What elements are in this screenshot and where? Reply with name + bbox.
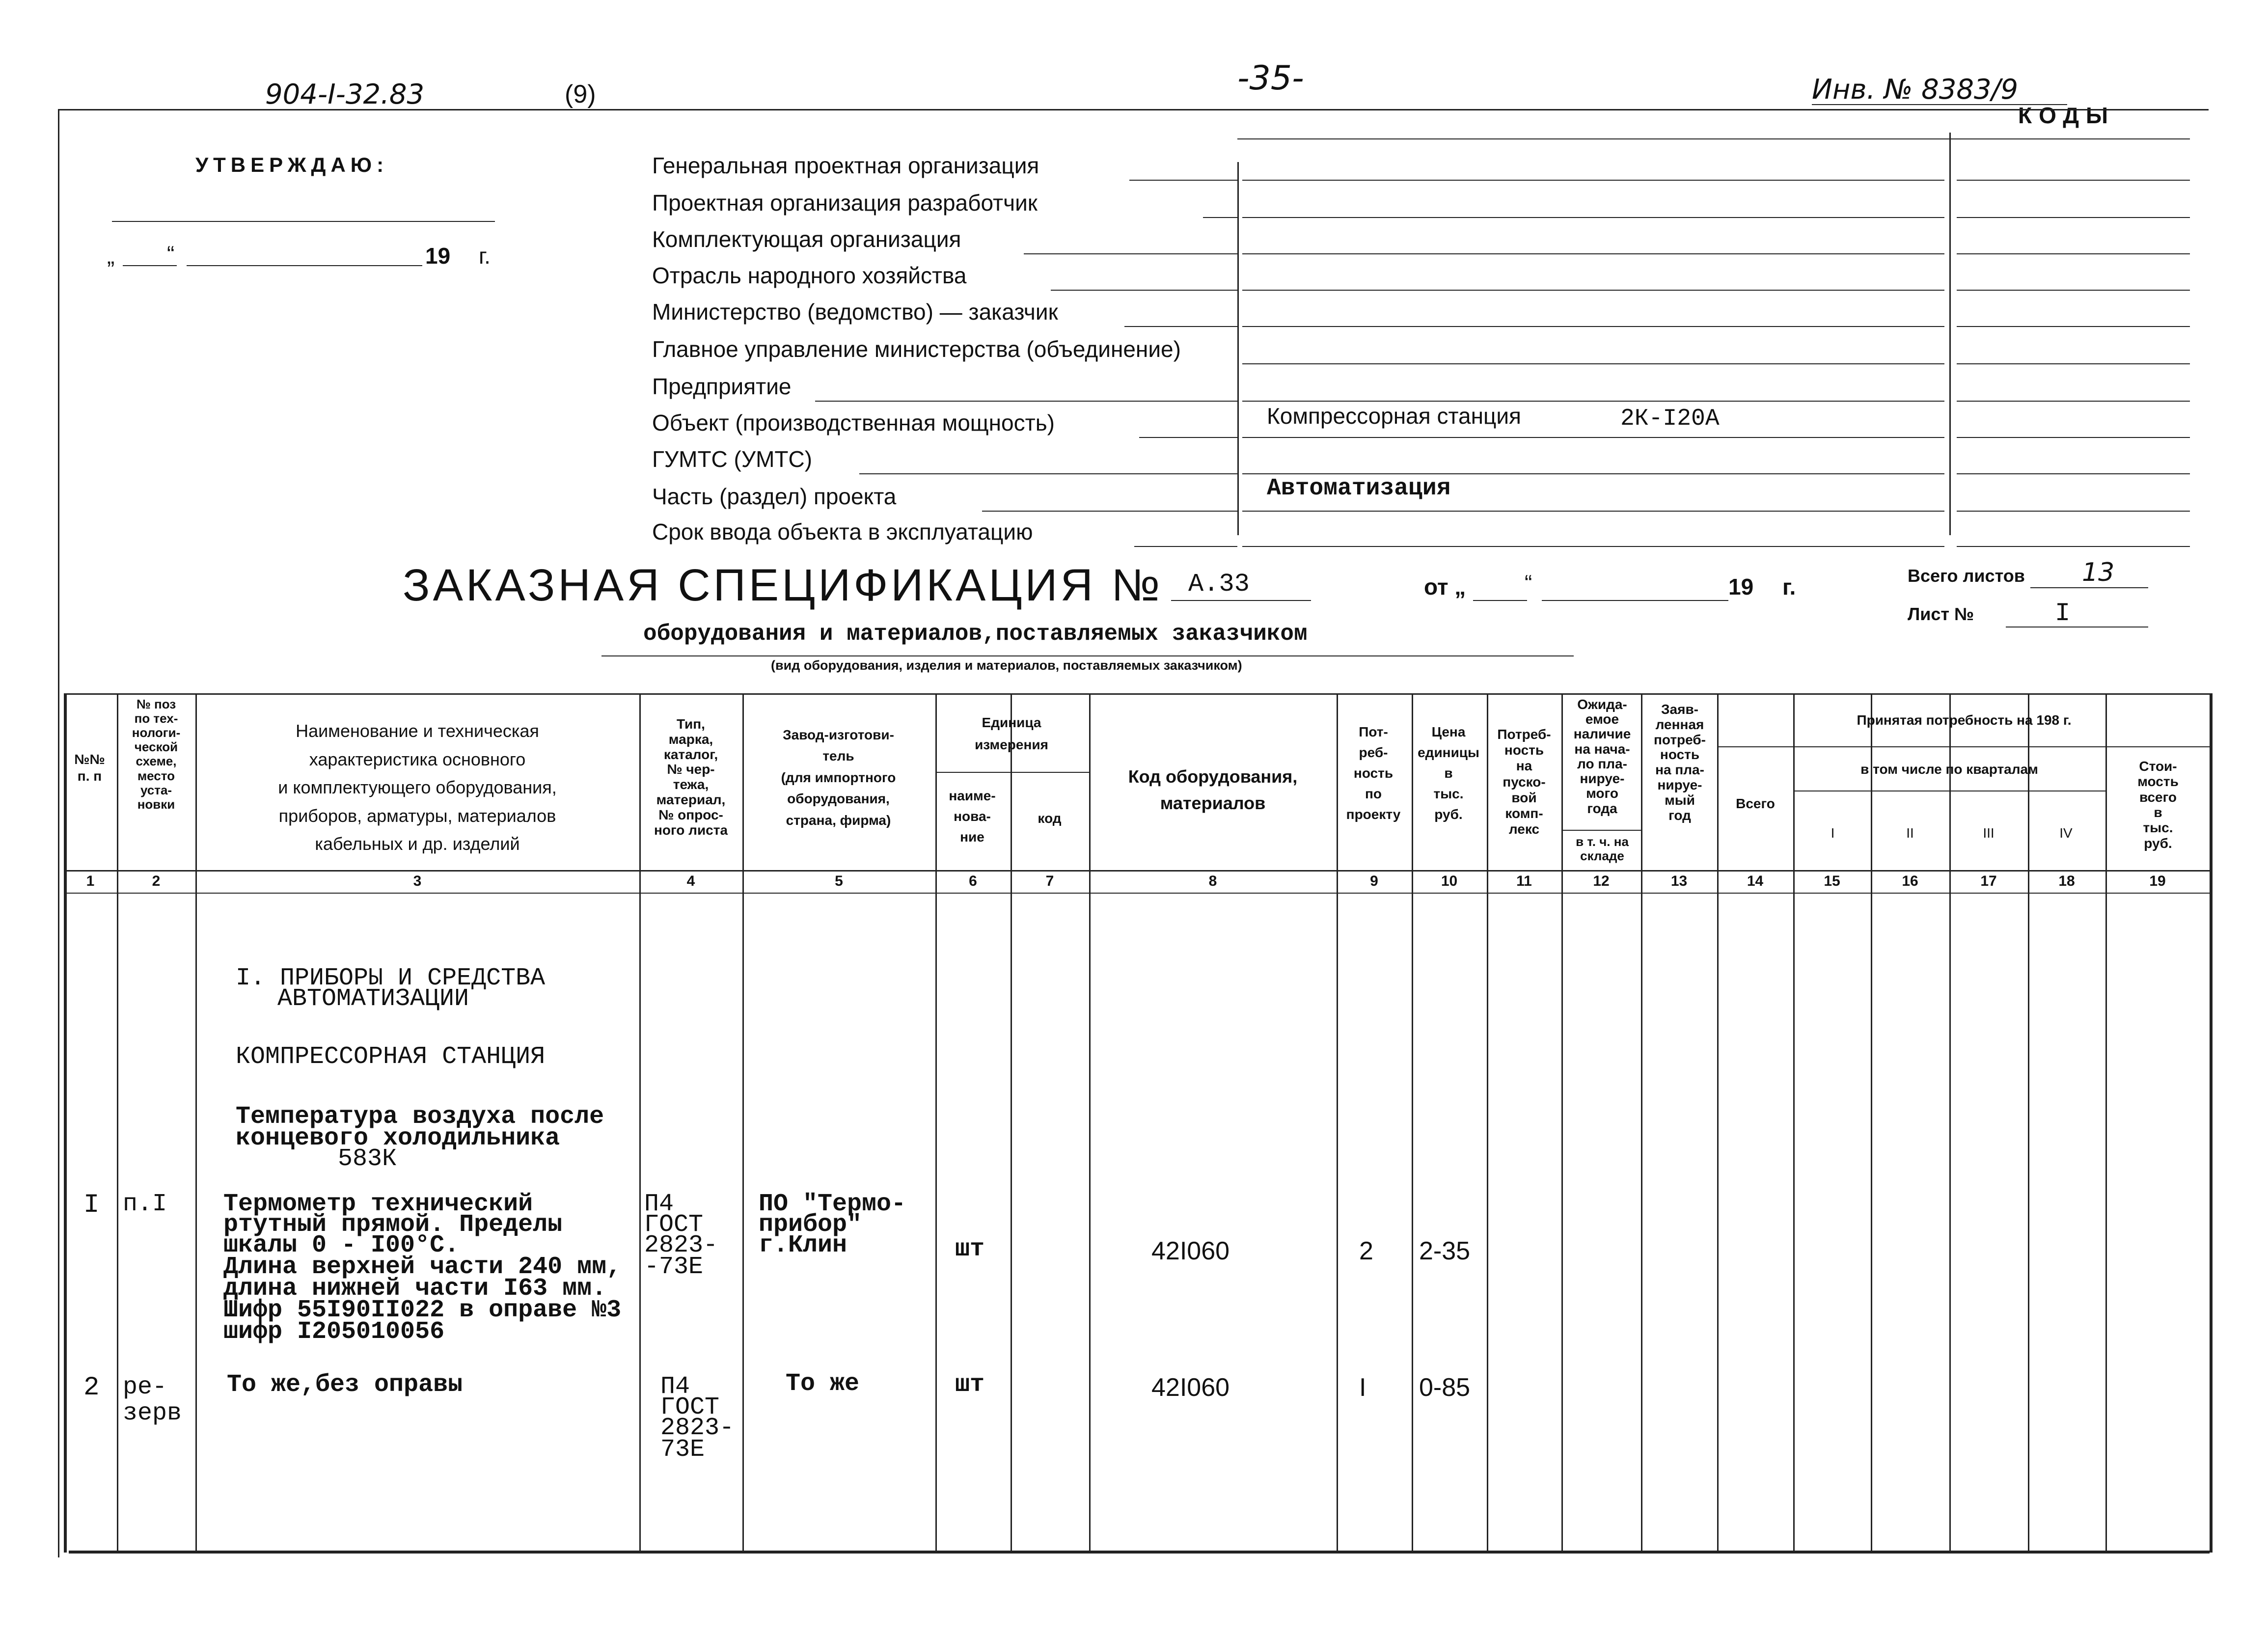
column-number: 17 xyxy=(1980,873,1997,889)
accepted-split-line xyxy=(1717,746,2210,747)
spec-g: г. xyxy=(1782,574,1796,600)
codes-divider-2 xyxy=(1949,133,1951,535)
param-line-3: 583К xyxy=(338,1145,397,1173)
doc-code: 904-I-32.83 xyxy=(265,79,425,110)
code-value-line xyxy=(1957,253,2190,254)
code-value-line xyxy=(1957,401,2190,402)
object-code: 2К-I20А xyxy=(1620,406,1720,432)
spec-from: от „ xyxy=(1424,574,1466,600)
table-numbers-bottom xyxy=(64,893,2210,894)
row-desc: длина нижней части I63 мм. xyxy=(223,1275,607,1303)
code-field-line xyxy=(1242,363,1944,364)
row-type: ГОСТ xyxy=(660,1393,720,1421)
page-number: -35- xyxy=(1237,59,1304,98)
header-q4: IV xyxy=(2059,825,2073,841)
station-title: КОМПРЕССОРНАЯ СТАНЦИЯ xyxy=(236,1043,546,1071)
row-unit: шт xyxy=(955,1371,985,1399)
header-c9: Пот- реб- ность по проекту xyxy=(1346,724,1401,822)
approve-quote-close: “ xyxy=(167,241,175,267)
code-value-line xyxy=(1957,180,2190,181)
row-desc: Шифр 55I90II022 в оправе №3 xyxy=(223,1296,622,1324)
org-field-line xyxy=(1129,180,1237,181)
frame-left xyxy=(58,109,59,1557)
code-field-line xyxy=(1242,511,1944,512)
header-c1: №№ п. п xyxy=(74,752,105,784)
header-q1: I xyxy=(1831,825,1835,841)
org-field-line xyxy=(1051,290,1237,291)
row-desc: То же,без оправы xyxy=(227,1371,463,1399)
code-field-line xyxy=(1242,253,1944,254)
column-number: 13 xyxy=(1670,873,1688,889)
total-sheets-line xyxy=(2030,587,2148,588)
frame-top xyxy=(58,109,2209,110)
org-field-label: Комплектующая организация xyxy=(652,226,961,252)
table-column-line xyxy=(2028,693,2029,1553)
stock-split-line xyxy=(1561,830,1641,831)
row-maker: г.Клин xyxy=(759,1231,847,1259)
table-column-line xyxy=(2210,693,2213,1553)
org-field-line xyxy=(815,401,1237,402)
spec-quote-close: “ xyxy=(1525,570,1532,596)
code-field-line xyxy=(1242,401,1944,402)
code-value-line xyxy=(1957,290,2190,291)
column-number: 12 xyxy=(1593,873,1610,889)
header-q3: III xyxy=(1983,825,1995,841)
table-column-line xyxy=(64,693,67,1553)
spec-subtitle: оборудования и материалов,поставляемых заказчиком xyxy=(643,621,1308,647)
header-c14: Всего xyxy=(1736,796,1775,811)
spec-number: А.33 xyxy=(1188,570,1250,599)
header-unit: Единица измерения xyxy=(975,715,1048,752)
row-unit: шт xyxy=(955,1235,985,1263)
org-field-label: Предприятие xyxy=(652,374,792,399)
row-type: ГОСТ xyxy=(644,1211,704,1239)
column-number: 14 xyxy=(1747,873,1764,889)
column-number: 18 xyxy=(2058,873,2075,889)
column-number: 19 xyxy=(2149,873,2166,889)
column-number: 7 xyxy=(1045,873,1054,889)
column-number: 1 xyxy=(86,873,95,889)
code-field-line xyxy=(1242,437,1944,438)
object-value: Компрессорная станция xyxy=(1267,403,1521,429)
row-maker: ПО "Термо- xyxy=(759,1190,906,1218)
header-c8: Код оборудования, материалов xyxy=(1128,766,1298,813)
org-field-label: Срок ввода объекта в эксплуатацию xyxy=(652,519,1033,545)
row-type: -73Е xyxy=(644,1253,704,1281)
spec-month-line xyxy=(1542,600,1728,601)
column-number: 9 xyxy=(1370,873,1378,889)
row-price: 2-35 xyxy=(1419,1237,1471,1265)
header-c4: Тип, марка, каталог, № чер- тежа, материал, № опрос- ного листа xyxy=(654,716,728,838)
approve-year: 19 xyxy=(425,243,451,269)
section-title-1: I. ПРИБОРЫ И СРЕДСТВА xyxy=(236,964,546,992)
spec-year: 19 xyxy=(1728,574,1754,600)
header-c10: Цена единицы в тыс. руб. xyxy=(1418,724,1479,822)
code-value-line xyxy=(1957,473,2190,474)
part-value: Автоматизация xyxy=(1267,475,1451,502)
sheet-label: Лист № xyxy=(1908,604,1974,624)
spec-subtitle-line xyxy=(601,655,1574,656)
header-c12: Ожида- емое наличие на нача- ло пла- нируе- мого года xyxy=(1573,697,1631,816)
header-accepted: Принятая потребность на 198 г. xyxy=(1857,712,2072,728)
section-title-2: АВТОМАТИЗАЦИИ xyxy=(277,985,469,1013)
org-field-line xyxy=(859,473,1237,474)
row-position: п.I xyxy=(123,1190,167,1218)
row-type: П4 xyxy=(644,1190,674,1218)
spec-subnote: (вид оборудования, изделия и материалов, поставляемых заказчиком) xyxy=(771,658,1242,673)
row-code: 42I060 xyxy=(1151,1373,1230,1402)
table-column-line xyxy=(1717,693,1719,1553)
org-field-label: Отрасль народного хозяйства xyxy=(652,263,967,288)
row-code: 42I060 xyxy=(1151,1237,1230,1265)
org-field-line xyxy=(1134,546,1237,547)
total-sheets-value: 13 xyxy=(2082,558,2115,587)
header-c7: код xyxy=(1038,811,1062,826)
code-field-line xyxy=(1242,473,1944,474)
approve-signature-line xyxy=(112,221,495,222)
row-type: 2823- xyxy=(660,1414,735,1442)
header-c3: Наименование и техническая характеристика основного и комплектующего оборудования, приборов, арматуры, материалов кабельных и др. изделий xyxy=(278,721,557,854)
row-desc: Термометр технический xyxy=(223,1190,533,1218)
approve-g: г. xyxy=(479,243,491,269)
code-value-line xyxy=(1957,363,2190,364)
header-c5: Завод-изготови- тель (для импортного оборудования, страна, фирма) xyxy=(781,727,896,828)
row-number: I xyxy=(83,1190,100,1220)
inventory-number: Инв. № 8383/9 xyxy=(1812,74,2019,106)
table-bottom xyxy=(69,1551,2210,1554)
approve-title: УТВЕРЖДАЮ: xyxy=(195,153,389,176)
table-column-line xyxy=(1089,693,1091,1553)
row-maker: прибор" xyxy=(759,1211,862,1239)
param-line-1: Температура воздуха после xyxy=(236,1103,604,1131)
org-field-line xyxy=(1203,217,1237,218)
code-field-line xyxy=(1242,546,1944,547)
table-top xyxy=(64,693,2210,695)
code-field-line xyxy=(1242,326,1944,327)
spec-day-line xyxy=(1473,600,1527,601)
param-line-2: концевого холодильника xyxy=(236,1124,560,1152)
row-desc: Длина верхней части 240 мм, xyxy=(223,1253,622,1281)
column-number: 5 xyxy=(835,873,843,889)
row-price: 0-85 xyxy=(1419,1373,1471,1402)
code-field-line xyxy=(1242,290,1944,291)
code-value-line xyxy=(1957,511,2190,512)
table-column-line xyxy=(1949,693,1951,1553)
approve-quote-open: „ xyxy=(107,243,115,269)
code-value-line xyxy=(1957,326,2190,327)
header-c2: № поз по тех- нологи- ческой схеме, место уста- новки xyxy=(132,697,181,812)
org-field-label: Часть (раздел) проекта xyxy=(652,484,897,509)
code-value-line xyxy=(1957,546,2190,547)
column-number: 2 xyxy=(152,873,161,889)
row-maker: То же xyxy=(786,1370,860,1398)
row-desc: шкалы 0 - I00°С. xyxy=(223,1231,460,1259)
column-number: 15 xyxy=(1824,873,1840,889)
sheet-value: I xyxy=(2055,599,2071,628)
column-number: 6 xyxy=(969,873,977,889)
codes-divider-1 xyxy=(1237,162,1239,535)
org-field-label: Проектная организация разработчик xyxy=(652,190,1038,216)
org-field-line xyxy=(1024,253,1237,254)
table-column-line xyxy=(1561,693,1563,1553)
column-number: 16 xyxy=(1902,873,1918,889)
org-field-label: Министерство (ведомство) — заказчик xyxy=(652,299,1058,325)
row-type: П4 xyxy=(660,1373,690,1401)
column-number: 10 xyxy=(1441,873,1458,889)
org-field-label: Генеральная проектная организация xyxy=(652,153,1039,178)
header-c11: Потреб- ность на пуско- вой комп- лекс xyxy=(1497,727,1551,837)
org-field-line xyxy=(982,511,1237,512)
sheet-num: (9) xyxy=(565,80,596,109)
code-value-line xyxy=(1957,217,2190,218)
column-number: 8 xyxy=(1208,873,1217,889)
header-quarters: в том числе по кварталам xyxy=(1860,762,2038,777)
org-field-label: Главное управление министерства (объединение) xyxy=(652,336,1181,362)
row-qty: 2 xyxy=(1359,1237,1373,1265)
codes-label: КОДЫ xyxy=(2018,103,2115,128)
codes-top-line xyxy=(1237,138,2190,139)
total-sheets-label: Всего листов xyxy=(1908,566,2025,586)
code-value-line xyxy=(1957,437,2190,438)
org-field-line xyxy=(1124,326,1237,327)
column-number: 11 xyxy=(1516,873,1532,889)
org-field-line xyxy=(1139,437,1237,438)
row-position: ре- зерв xyxy=(123,1373,182,1427)
spec-number-line xyxy=(1171,600,1311,601)
row-desc: шифр I205010056 xyxy=(223,1318,445,1346)
header-c19: Стои- мость всего в тыс. руб. xyxy=(2137,759,2179,851)
code-field-line xyxy=(1242,180,1944,181)
code-field-line xyxy=(1242,217,1944,218)
row-type: 73Е xyxy=(660,1436,705,1464)
row-qty: I xyxy=(1359,1373,1366,1402)
org-field-label: Объект (производственная мощность) xyxy=(652,410,1055,436)
approve-month-line xyxy=(187,265,422,266)
table-column-line xyxy=(1793,693,1795,1553)
header-c6: наиме- нова- ние xyxy=(949,788,996,845)
header-c12b: в т. ч. на складе xyxy=(1576,834,1629,863)
column-number: 4 xyxy=(686,873,695,889)
row-desc: ртутный прямой. Пределы xyxy=(223,1211,563,1239)
header-q2: II xyxy=(1906,825,1914,841)
table-column-line xyxy=(1871,693,1872,1553)
spec-title: ЗАКАЗНАЯ СПЕЦИФИКАЦИЯ № xyxy=(403,560,1163,610)
org-field-label: ГУМТС (УМТС) xyxy=(652,446,813,472)
row-number: 2 xyxy=(83,1373,100,1403)
unit-split-line xyxy=(935,772,1089,773)
row-type: 2823- xyxy=(644,1231,718,1259)
column-number: 3 xyxy=(413,873,422,889)
header-c13: Заяв- ленная потреб- ность на пла- нируе- мый год xyxy=(1654,702,1706,823)
table-column-line xyxy=(117,693,118,1553)
table-header-bottom xyxy=(64,870,2210,872)
